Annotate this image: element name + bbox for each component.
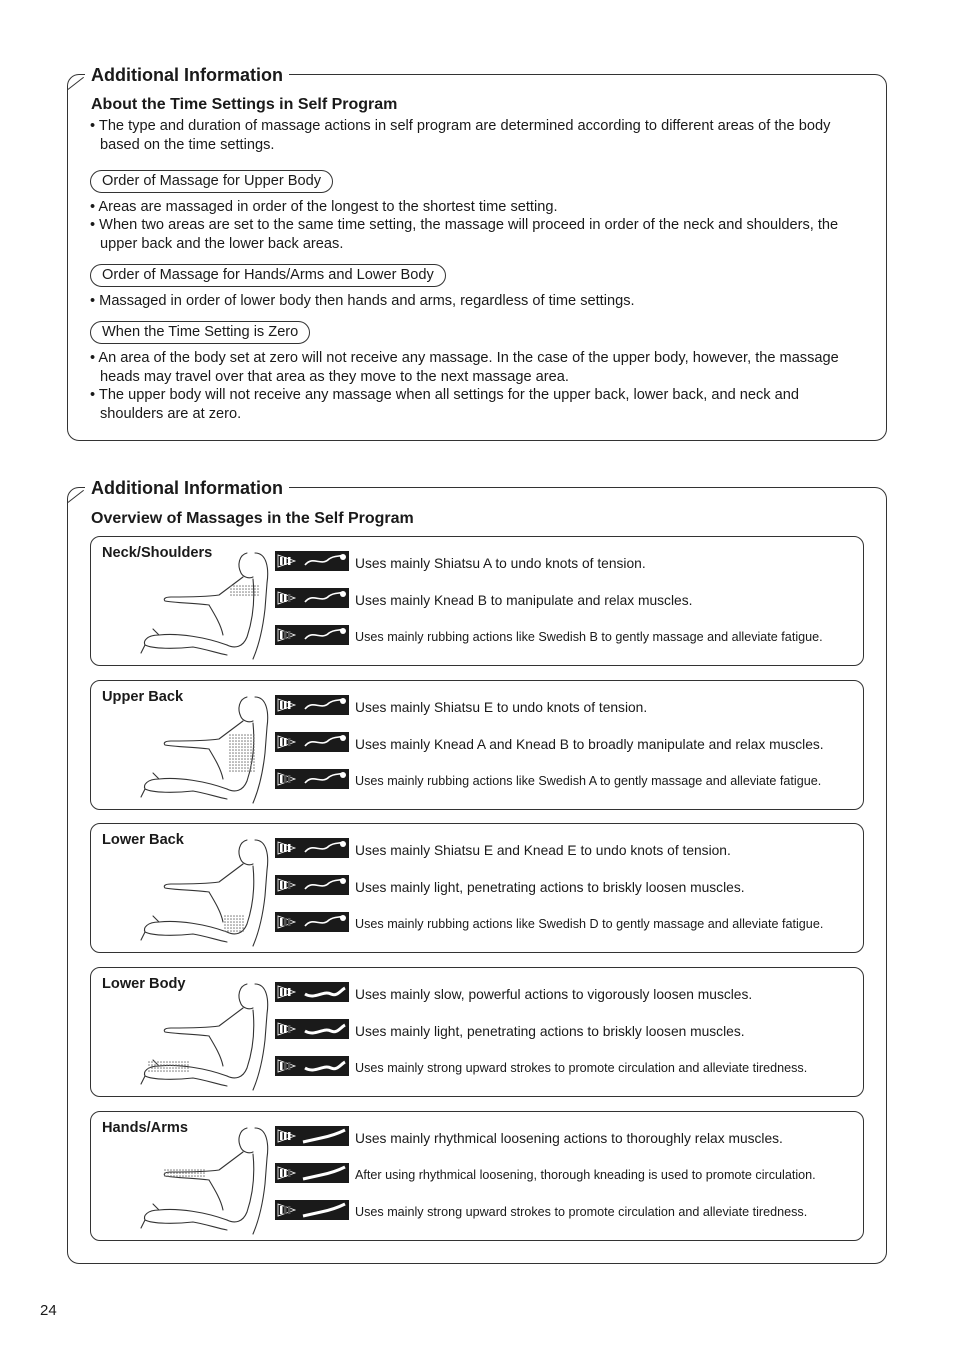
massage-area-neck-shoulders — [90, 536, 864, 666]
massage-description: Uses mainly strong upward strokes to promote circulation and alleviate tiredness. — [355, 1061, 808, 1075]
massage-strength-icon — [275, 1056, 349, 1081]
label-order-upper-body: Order of Massage for Upper Body — [90, 170, 333, 193]
area-name: Upper Back — [102, 689, 184, 705]
seated-body-illustration — [135, 693, 273, 805]
massage-strength-row — [275, 590, 692, 610]
page-number: 24 — [40, 1302, 57, 1319]
upper-body-bullet-1: • Areas are massaged in order of the longest to the shortest time setting. — [90, 199, 558, 215]
hands-lower-bullet-1: • Massaged in order of lower body then hands and arms, regardless of time settings. — [90, 293, 635, 309]
massage-area-lower-back — [90, 823, 864, 953]
massage-strength-row — [275, 553, 646, 573]
massage-description: Uses mainly rhythmical loosening actions to thoroughly relax muscles. — [355, 1130, 783, 1146]
massage-description: Uses mainly Shiatsu E and Knead E to undo knots of tension. — [355, 842, 731, 858]
massage-strength-icon — [275, 769, 349, 794]
section-2-title: Additional Information — [85, 477, 289, 499]
zero-bullet-2: • The upper body will not receive any massage when all settings for the upper back, lower back, and neck and shoulders are at zero. — [90, 387, 799, 422]
area-name: Lower Body — [102, 976, 186, 992]
label-time-setting-zero: When the Time Setting is Zero — [90, 321, 310, 344]
massage-description: Uses mainly Knead B to manipulate and relax muscles. — [355, 592, 693, 608]
massage-strength-row — [275, 984, 752, 1004]
massage-description: Uses mainly strong upward strokes to promote circulation and alleviate tiredness. — [355, 1205, 808, 1219]
massage-strength-row — [275, 877, 745, 897]
massage-strength-icon — [275, 1019, 349, 1044]
overview-heading: Overview of Massages in the Self Program — [91, 510, 414, 527]
massage-area-hands-arms — [90, 1111, 864, 1241]
section-1-title: Additional Information — [85, 64, 289, 86]
zero-bullet-1: • An area of the body set at zero will not receive any massage. In the case of the upper body, however, the massage heads may travel over that area as they move to the next massage area. — [90, 350, 839, 385]
massage-strength-icon — [275, 912, 349, 937]
seated-body-illustration — [135, 836, 273, 948]
massage-strength-row — [275, 840, 731, 860]
massage-strength-icon — [275, 982, 349, 1007]
massage-description: Uses mainly light, penetrating actions to briskly loosen muscles. — [355, 1023, 745, 1039]
area-name: Lower Back — [102, 832, 184, 848]
massage-strength-row — [275, 734, 824, 754]
massage-strength-row — [275, 1165, 816, 1185]
massage-strength-row — [275, 697, 647, 717]
massage-strength-row — [275, 1128, 783, 1148]
massage-strength-icon — [275, 1163, 349, 1188]
massage-strength-icon — [275, 1126, 349, 1151]
massage-strength-icon — [275, 875, 349, 900]
massage-strength-icon — [275, 732, 349, 757]
massage-area-lower-body — [90, 967, 864, 1097]
label-order-hands-lower-body: Order of Massage for Hands/Arms and Lower Body — [90, 264, 446, 287]
massage-strength-row — [275, 914, 823, 934]
massage-strength-row — [275, 1058, 807, 1078]
massage-strength-row — [275, 1202, 807, 1222]
massage-strength-icon — [275, 695, 349, 720]
massage-description: Uses mainly Knead A and Knead B to broadly manipulate and relax muscles. — [355, 736, 824, 752]
massage-description: Uses mainly rubbing actions like Swedish B to gently massage and alleviate fatigue. — [355, 630, 823, 644]
massage-description: Uses mainly rubbing actions like Swedish A to gently massage and alleviate fatigue. — [355, 774, 822, 788]
upper-body-bullet-2: • When two areas are set to the same time setting, the massage will proceed in order of the neck and shoulders, the upper back and the lower back areas. — [90, 217, 839, 252]
massage-description: Uses mainly Shiatsu A to undo knots of tension. — [355, 555, 646, 571]
massage-strength-row — [275, 1021, 745, 1041]
massage-strength-icon — [275, 1200, 349, 1225]
seated-body-illustration — [135, 549, 273, 661]
massage-strength-icon — [275, 838, 349, 863]
massage-description: After using rhythmical loosening, thorough kneading is used to promote circulation. — [355, 1168, 816, 1182]
time-settings-heading: About the Time Settings in Self Program — [91, 96, 398, 113]
massage-strength-row — [275, 627, 823, 647]
area-name: Neck/Shoulders — [102, 545, 213, 561]
massage-description: Uses mainly Shiatsu E to undo knots of tension. — [355, 699, 648, 715]
seated-body-illustration — [135, 980, 273, 1092]
seated-body-illustration — [135, 1124, 273, 1236]
massage-strength-icon — [275, 551, 349, 576]
massage-description: Uses mainly light, penetrating actions to briskly loosen muscles. — [355, 879, 745, 895]
massage-description: Uses mainly rubbing actions like Swedish D to gently massage and alleviate fatigue. — [355, 917, 824, 931]
massage-strength-icon — [275, 625, 349, 650]
massage-strength-icon — [275, 588, 349, 613]
massage-strength-row — [275, 771, 821, 791]
massage-description: Uses mainly slow, powerful actions to vigorously loosen muscles. — [355, 986, 753, 1002]
time-settings-intro: • The type and duration of massage actions in self program are determined according to different areas of the body based on the time settings. — [90, 118, 831, 153]
area-name: Hands/Arms — [102, 1120, 188, 1136]
massage-area-upper-back — [90, 680, 864, 810]
